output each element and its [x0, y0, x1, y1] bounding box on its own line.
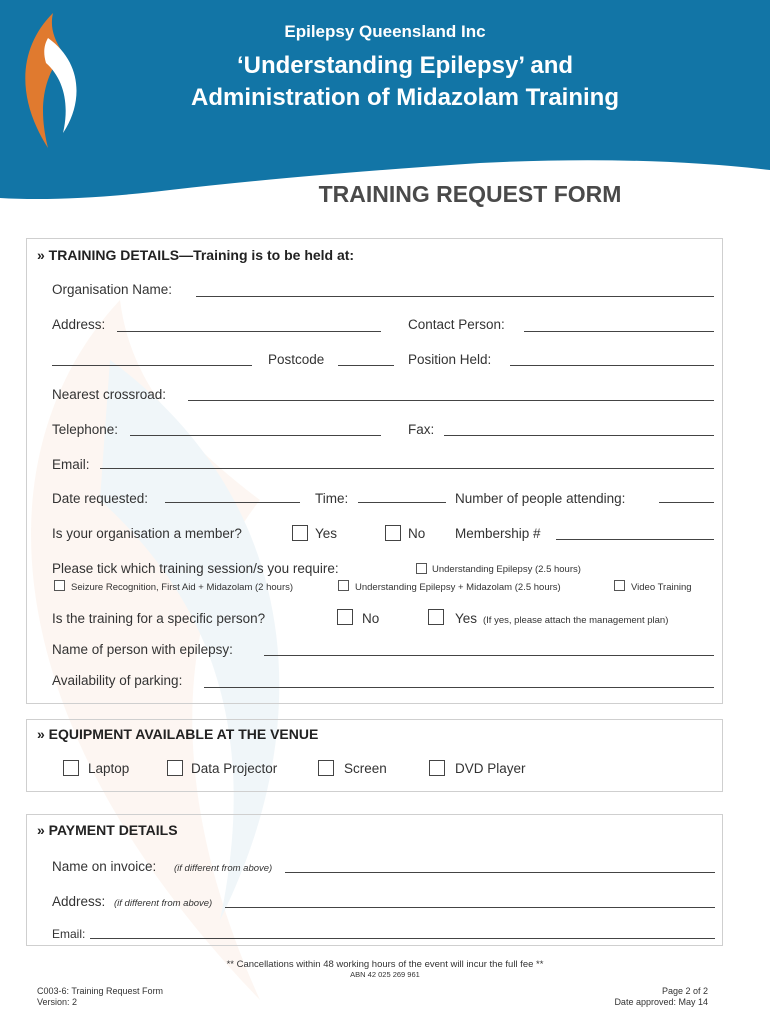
organisation-title: Epilepsy Queensland Inc: [284, 22, 486, 41]
doc-version: Version: 2: [37, 997, 78, 1007]
payment-email-label: Email:: [52, 927, 86, 941]
organisation-name-label: Organisation Name:: [52, 282, 173, 297]
address-field[interactable]: [117, 331, 381, 332]
session-video-checkbox[interactable]: [614, 580, 625, 591]
page-number: Page 2 of 2: [661, 986, 708, 996]
time-field[interactable]: [358, 502, 446, 503]
nearest-crossroad-label: Nearest crossroad:: [52, 387, 167, 402]
training-details-section: [26, 238, 723, 704]
specific-yes-label: Yes: [455, 611, 478, 626]
form-title: TRAINING REQUEST FORM: [318, 181, 622, 207]
parking-label: Availability of parking:: [52, 673, 183, 688]
equipment-projector-label: Data Projector: [191, 761, 278, 776]
email-field[interactable]: [100, 468, 714, 469]
payment-heading: » PAYMENT DETAILS: [37, 822, 178, 838]
person-name-label: Name of person with epilepsy:: [52, 642, 233, 657]
session-understanding-label: Understanding Epilepsy (2.5 hours): [432, 564, 581, 575]
telephone-label: Telephone:: [52, 422, 119, 437]
member-no-checkbox[interactable]: [385, 525, 401, 541]
title-line-1: ‘Understanding Epilepsy’ and: [236, 52, 574, 79]
session-understanding-midazolam-checkbox[interactable]: [338, 580, 349, 591]
telephone-field[interactable]: [130, 435, 381, 436]
invoice-name-label: Name on invoice:: [52, 859, 157, 874]
fax-field[interactable]: [444, 435, 714, 436]
fax-label: Fax:: [408, 422, 435, 437]
date-requested-label: Date requested:: [52, 491, 149, 506]
invoice-address-note: (if different from above): [114, 898, 213, 909]
session-seizure-checkbox[interactable]: [54, 580, 65, 591]
specific-yes-note: (If yes, please attach the management plan): [483, 615, 669, 626]
specific-no-checkbox[interactable]: [337, 609, 353, 625]
email-label: Email:: [52, 457, 90, 472]
number-attending-field[interactable]: [659, 502, 714, 503]
equipment-dvd-checkbox[interactable]: [429, 760, 445, 776]
organisation-name-field[interactable]: [196, 296, 714, 297]
invoice-name-note: (if different from above): [174, 863, 273, 874]
address-line-2-field[interactable]: [52, 365, 252, 366]
member-yes-label: Yes: [315, 526, 338, 541]
doc-code: C003-6: Training Request Form: [37, 986, 164, 996]
member-question-label: Is your organisation a member?: [52, 526, 242, 541]
position-held-label: Position Held:: [408, 352, 492, 367]
abn: ABN 42 025 269 961: [350, 970, 420, 979]
specific-no-label: No: [362, 611, 380, 626]
title-line-2: Administration of Midazolam Training: [190, 84, 619, 111]
person-name-field[interactable]: [264, 655, 714, 656]
equipment-dvd-label: DVD Player: [455, 761, 526, 776]
date-approved: Date approved: May 14: [614, 997, 708, 1007]
sessions-question-label: Please tick which training session/s you require:: [52, 561, 339, 576]
training-details-heading: » TRAINING DETAILS—Training is to be held at:: [37, 247, 355, 263]
postcode-field[interactable]: [338, 365, 394, 366]
equipment-screen-checkbox[interactable]: [318, 760, 334, 776]
number-attending-label: Number of people attending:: [455, 491, 626, 506]
membership-number-field[interactable]: [556, 539, 714, 540]
invoice-address-label: Address:: [52, 894, 106, 909]
session-video-label: Video Training: [631, 582, 692, 593]
invoice-name-field[interactable]: [285, 872, 715, 873]
equipment-laptop-checkbox[interactable]: [63, 760, 79, 776]
member-yes-checkbox[interactable]: [292, 525, 308, 541]
equipment-screen-label: Screen: [344, 761, 387, 776]
nearest-crossroad-field[interactable]: [188, 400, 714, 401]
cancellation-notice: ** Cancellations within 48 working hours of the event will incur the full fee **: [226, 959, 544, 970]
postcode-label: Postcode: [268, 352, 325, 367]
equipment-laptop-label: Laptop: [88, 761, 130, 776]
equipment-heading: » EQUIPMENT AVAILABLE AT THE VENUE: [37, 726, 319, 742]
specific-person-question-label: Is the training for a specific person?: [52, 611, 266, 626]
time-label: Time:: [315, 491, 349, 506]
membership-number-label: Membership #: [455, 526, 541, 541]
member-no-label: No: [408, 526, 426, 541]
session-understanding-checkbox[interactable]: [416, 563, 427, 574]
training-title: [95, 50, 715, 114]
address-label: Address:: [52, 317, 106, 332]
payment-email-field[interactable]: [90, 938, 715, 939]
contact-person-label: Contact Person:: [408, 317, 505, 332]
date-requested-field[interactable]: [165, 502, 300, 503]
invoice-address-field[interactable]: [225, 907, 715, 908]
contact-person-field[interactable]: [524, 331, 714, 332]
session-understanding-midazolam-label: Understanding Epilepsy + Midazolam (2.5 hours): [355, 582, 561, 593]
session-seizure-label: Seizure Recognition, First Aid + Midazolam (2 hours): [71, 582, 294, 593]
equipment-projector-checkbox[interactable]: [167, 760, 183, 776]
specific-yes-checkbox[interactable]: [428, 609, 444, 625]
position-held-field[interactable]: [510, 365, 714, 366]
parking-field[interactable]: [204, 687, 714, 688]
